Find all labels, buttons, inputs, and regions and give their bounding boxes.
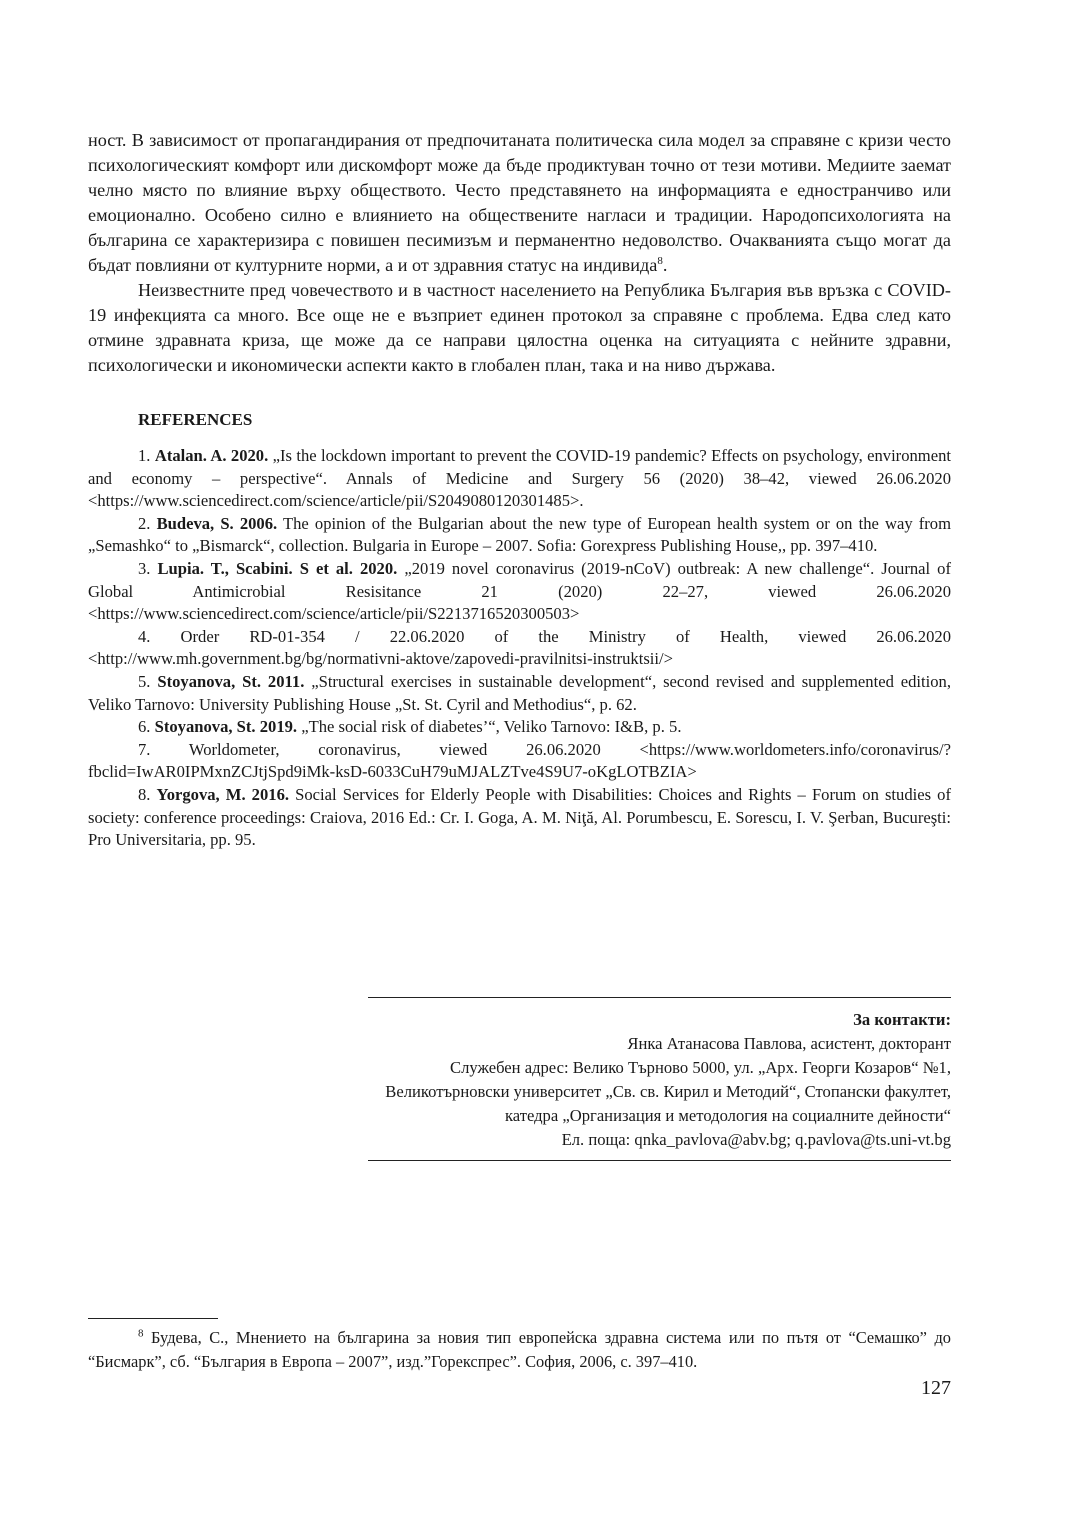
reference-text: „2019 novel coronavirus (2019-nCoV) outbreak: A new challenge“. Journal of Global Antimicrobial Resisitance 21 (2020) 22–27, viewed 26.06.2020 <https://www.sciencedirect.com/science/article/pii/S2213716520300503>	[88, 558, 951, 624]
footnote-mark: 8	[138, 1327, 144, 1340]
reference-number: 8.	[138, 784, 151, 804]
contact-department: катедра „Организация и методология на социалните дейности“	[504, 1106, 951, 1125]
reference-item	[88, 739, 951, 784]
reference-author: Budeva, S. 2006.	[156, 513, 278, 533]
reference-number: 3.	[138, 558, 151, 578]
reference-item	[88, 626, 951, 671]
references-list	[88, 445, 951, 852]
footnote-text: Будева, С., Мнението на българина за новия тип европейска здравна система или по пътя от “Семашко” до “Бисмарк”, сб. “България в Европа – 2007”, изд.”Горекспрес”. София, 2006, с. 397–410.	[88, 1328, 951, 1371]
paragraph-1-text: ност. В зависимост от пропагандирания от предпочитаната политическа сила модел за справяне с кризи често психологическият комфорт или дискомфорт може да бъде продиктуван точно от тези мотиви. Медиите заемат челно място по влияние върху обществото. Често представянето на информацията е едностранчиво или емоционално. Особено силно е влиянието на обществените нагласи и традиции. Народопсихологията на българина се характеризира с повишен песимизъм и перманентно недоволство. Очакванията също могат да бъдат повлияни от културните норми, а и от здравния статус на индивида	[88, 130, 951, 275]
reference-item	[88, 671, 951, 716]
reference-number: 5.	[138, 671, 151, 691]
reference-item	[88, 558, 951, 626]
paragraph-1-end: .	[662, 255, 668, 275]
reference-author: Atalan. A. 2020.	[154, 446, 269, 465]
reference-text: Worldometer, coronavirus, viewed 26.06.2020 <https://www.worldometers.info/coronavirus/?fbclid=IwAR0IPMxnZCJtjSpd9iMk-ksD-6033CuH79uMJALZTve4S9U7-oKgLOTBZIA>	[88, 739, 951, 782]
reference-author: Lupia. T., Scabini. S et al. 2020.	[157, 558, 398, 578]
reference-text: The opinion of the Bulgarian about the new type of European health system or on the way from „Semashko“ to „Bismarck“, collection. Bulgaria in Europe – 2007. Sofia: Gorexpress Publishing House,, pp. 397–410.	[88, 513, 951, 556]
contacts-block	[368, 997, 951, 1161]
reference-number: 7.	[138, 739, 151, 759]
reference-text: Social Services for Elderly People with Disabilities: Choices and Rights – Forum on studies of society: conference proceedings: Craiova, 2016 Ed.: Cr. I. Goga, A. M. Niţă, Al. Porumbescu, E. Sorescu, I. V. Şerban, Bucureşti: Pro Universitaria, pp. 95.	[88, 784, 951, 850]
footnote	[88, 1326, 951, 1374]
body-paragraph-1	[88, 128, 951, 278]
reference-number: 1.	[138, 446, 151, 465]
footnote-reference[interactable]: 8	[657, 254, 663, 267]
reference-number: 2.	[138, 513, 151, 533]
reference-author: Yorgova, M. 2016.	[156, 784, 290, 804]
footnote-divider	[88, 1318, 218, 1319]
reference-text: Order RD-01-354 / 22.06.2020 of the Ministry of Health, viewed 26.06.2020 <http://www.mh.government.bg/bg/normativni-aktove/zapovedi-pravilnitsi-instruktsii/>	[88, 626, 951, 669]
reference-author: Stoyanova, St. 2011.	[157, 671, 305, 691]
reference-item	[88, 716, 951, 739]
reference-number: 6.	[138, 717, 151, 737]
reference-text: „Is the lockdown important to prevent the COVID-19 pandemic? Effects on psychology, environment and economy – perspective“. Annals of Medicine and Surgery 56 (2020) 38–42, viewed 26.06.2020 <https://www.sciencedirect.com/science/article/pii/S2049080120301485>.	[88, 446, 951, 511]
contact-email[interactable]: Ел. поща: qnka_pavlova@abv.bg; q.pavlova@ts.uni-vt.bg	[561, 1130, 951, 1149]
reference-item	[88, 513, 951, 558]
reference-text: „The social risk of diabetes’“, Veliko Tarnovo: I&B, p. 5.	[297, 717, 682, 737]
reference-item	[88, 784, 951, 852]
reference-item	[88, 445, 951, 513]
contact-university: Великотърновски университет „Св. св. Кирил и Методий“, Стопански факултет,	[385, 1082, 951, 1101]
reference-author: Stoyanova, St. 2019.	[154, 717, 298, 737]
reference-number: 4.	[138, 626, 151, 646]
page-body	[88, 128, 951, 852]
references-heading: REFERENCES	[138, 410, 253, 429]
contact-name: Янка Атанасова Павлова, асистент, докторант	[627, 1034, 951, 1053]
reference-text: „Structural exercises in sustainable development“, second revised and supplemented edition, Veliko Tarnovo: University Publishing House „St. St. Cyril and Methodius“, p. 62.	[88, 671, 951, 714]
contacts-title: За контакти:	[853, 1010, 951, 1029]
contact-address: Служебен адрес: Велико Търново 5000, ул. „Арх. Георги Козаров“ №1,	[450, 1058, 951, 1077]
page-number: 127	[921, 1377, 951, 1399]
body-paragraph-2: Неизвестните пред човечеството и в частност населението на Република България във връзка с COVID-19 инфекцията са много. Все още не е възприет единен протокол за справяне с проблема. Едва след като отмине здравната криза, ще може да се направи цялостна оценка на ситуацията с нейните здравни, психологически и икономически аспекти както в глобален план, така и на ниво държава.	[88, 280, 951, 375]
